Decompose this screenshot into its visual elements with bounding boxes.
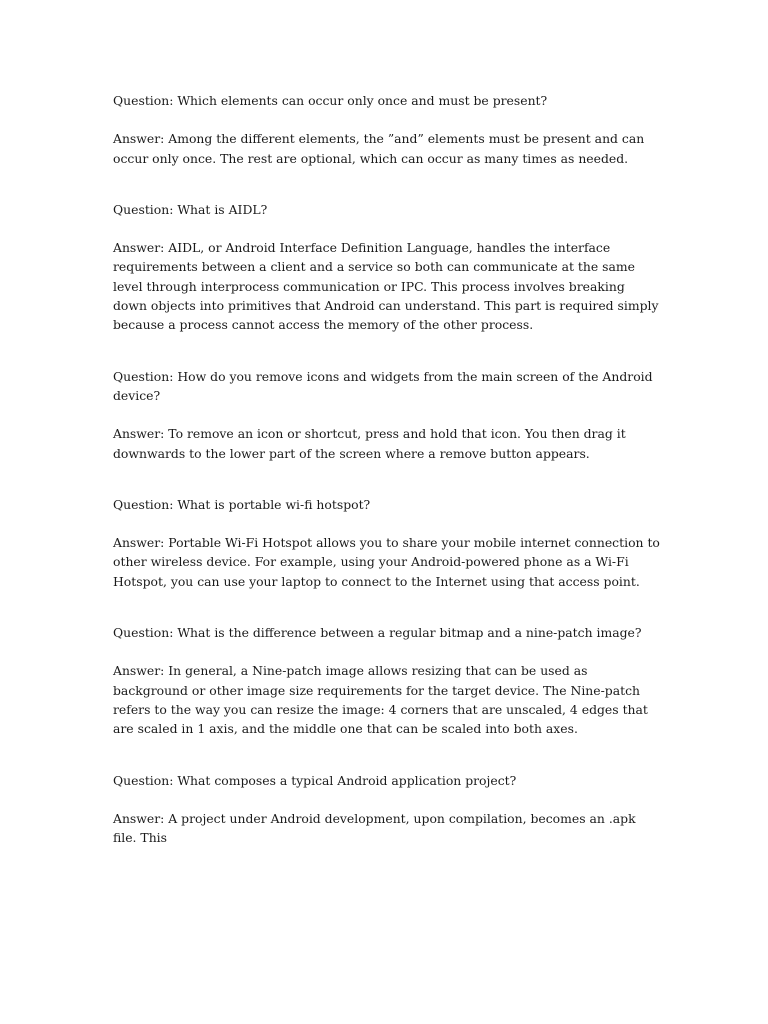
- qa-item: [113, 91, 661, 168]
- answer-text: Answer: Among the different elements, the ”and” elements must be present and can occur only once. The rest are optional, which can occur as many times as needed.: [113, 131, 645, 166]
- answer-text: Answer: AIDL, or Android Interface Definition Language, handles the interface requirements between a client and a service so both can communicate at the same level through interprocess communication or IPC. This process involves breaking down objects into primitives that Android can understand. This part is required simply because a process cannot access the memory of the other process.: [113, 240, 659, 333]
- qa-item: [113, 367, 661, 463]
- question-text: Question: What is portable wi-fi hotspot?: [113, 496, 371, 512]
- answer-text: Answer: To remove an icon or shortcut, press and hold that icon. You then drag it downwards to the lower part of the screen where a remove button appears.: [113, 426, 626, 461]
- question-text: Question: How do you remove icons and widgets from the main screen of the Android device?: [113, 368, 653, 403]
- question-text: Question: Which elements can occur only once and must be present?: [113, 93, 548, 108]
- qa-item: [113, 623, 661, 738]
- qa-item: [113, 495, 661, 591]
- question-text: Question: What composes a typical Android application project?: [113, 772, 517, 788]
- answer-text: Answer: A project under Android development, upon compilation, becomes an .apk file. This: [113, 810, 636, 846]
- question-text: Question: What is the difference between a regular bitmap and a nine-patch image?: [113, 625, 642, 641]
- qa-item: [113, 200, 661, 335]
- document-body: [113, 91, 661, 847]
- qa-item: [113, 771, 661, 848]
- question-text: Question: What is AIDL?: [113, 201, 268, 217]
- answer-text: Answer: Portable Wi-Fi Hotspot allows you to share your mobile internet connection to other wireless device. For example, using your Android-powered phone as a Wi-Fi Hotspot, you can use your laptop to connect to the Internet using that access point.: [113, 535, 660, 589]
- answer-text: Answer: In general, a Nine-patch image allows resizing that can be used as background or other image size requirements for the target device. The Nine-patch refers to the way you can resize the image: 4 corners that are unscaled, 4 edges that are scaled in 1 axis, and the middle one that can be scaled into both axes.: [113, 663, 648, 737]
